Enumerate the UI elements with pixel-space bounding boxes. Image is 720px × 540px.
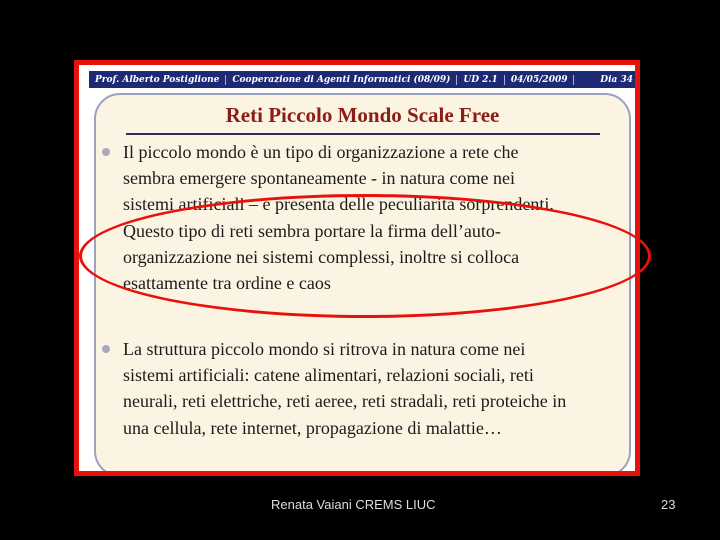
page-number: 23 xyxy=(661,497,676,512)
footer-credit: Renata Vaiani CREMS LIUC xyxy=(271,497,436,512)
text-line: sembra emergere spontaneamente - in natura come nei xyxy=(123,168,515,189)
title-underline xyxy=(126,133,600,135)
bullet-icon xyxy=(102,148,110,156)
text-line: Il piccolo mondo è un tipo di organizzazione a rete che xyxy=(123,142,519,162)
text-line: neurali, reti elettriche, reti aeree, reti stradali, reti proteiche in xyxy=(123,391,567,412)
text-line: esattamente tra ordine e caos xyxy=(123,273,331,294)
header-unit: UD 2.1 xyxy=(457,75,504,85)
text-line: sistemi artificiali: catene alimentari, relazioni sociali, reti xyxy=(123,365,534,386)
bullet-icon xyxy=(102,345,110,353)
slide-header-bar xyxy=(89,71,639,88)
bullet-paragraph-2 xyxy=(123,336,640,441)
text-line: La struttura piccolo mondo si ritrova in natura come nei xyxy=(123,339,526,359)
header-date: 04/05/2009 xyxy=(505,75,575,85)
slide-title: Reti Piccolo Mondo Scale Free xyxy=(225,103,500,127)
text-line: Questo tipo di reti sembra portare la firma dell’auto- xyxy=(123,220,501,241)
text-line: una cellula, rete internet, propagazione di malattie… xyxy=(123,417,502,438)
header-day: Dia 34 xyxy=(600,74,633,85)
header-author: Prof. Alberto Postiglione xyxy=(89,75,226,85)
highlight-ellipse xyxy=(79,194,651,318)
text-line: organizzazione nei sistemi complessi, inoltre si colloca xyxy=(123,246,520,267)
text-line: sistemi artificiali – e presenta delle peculiarità sorprendenti. xyxy=(123,194,554,215)
header-course: Cooperazione di Agenti Informatici (08/09) xyxy=(226,75,457,85)
